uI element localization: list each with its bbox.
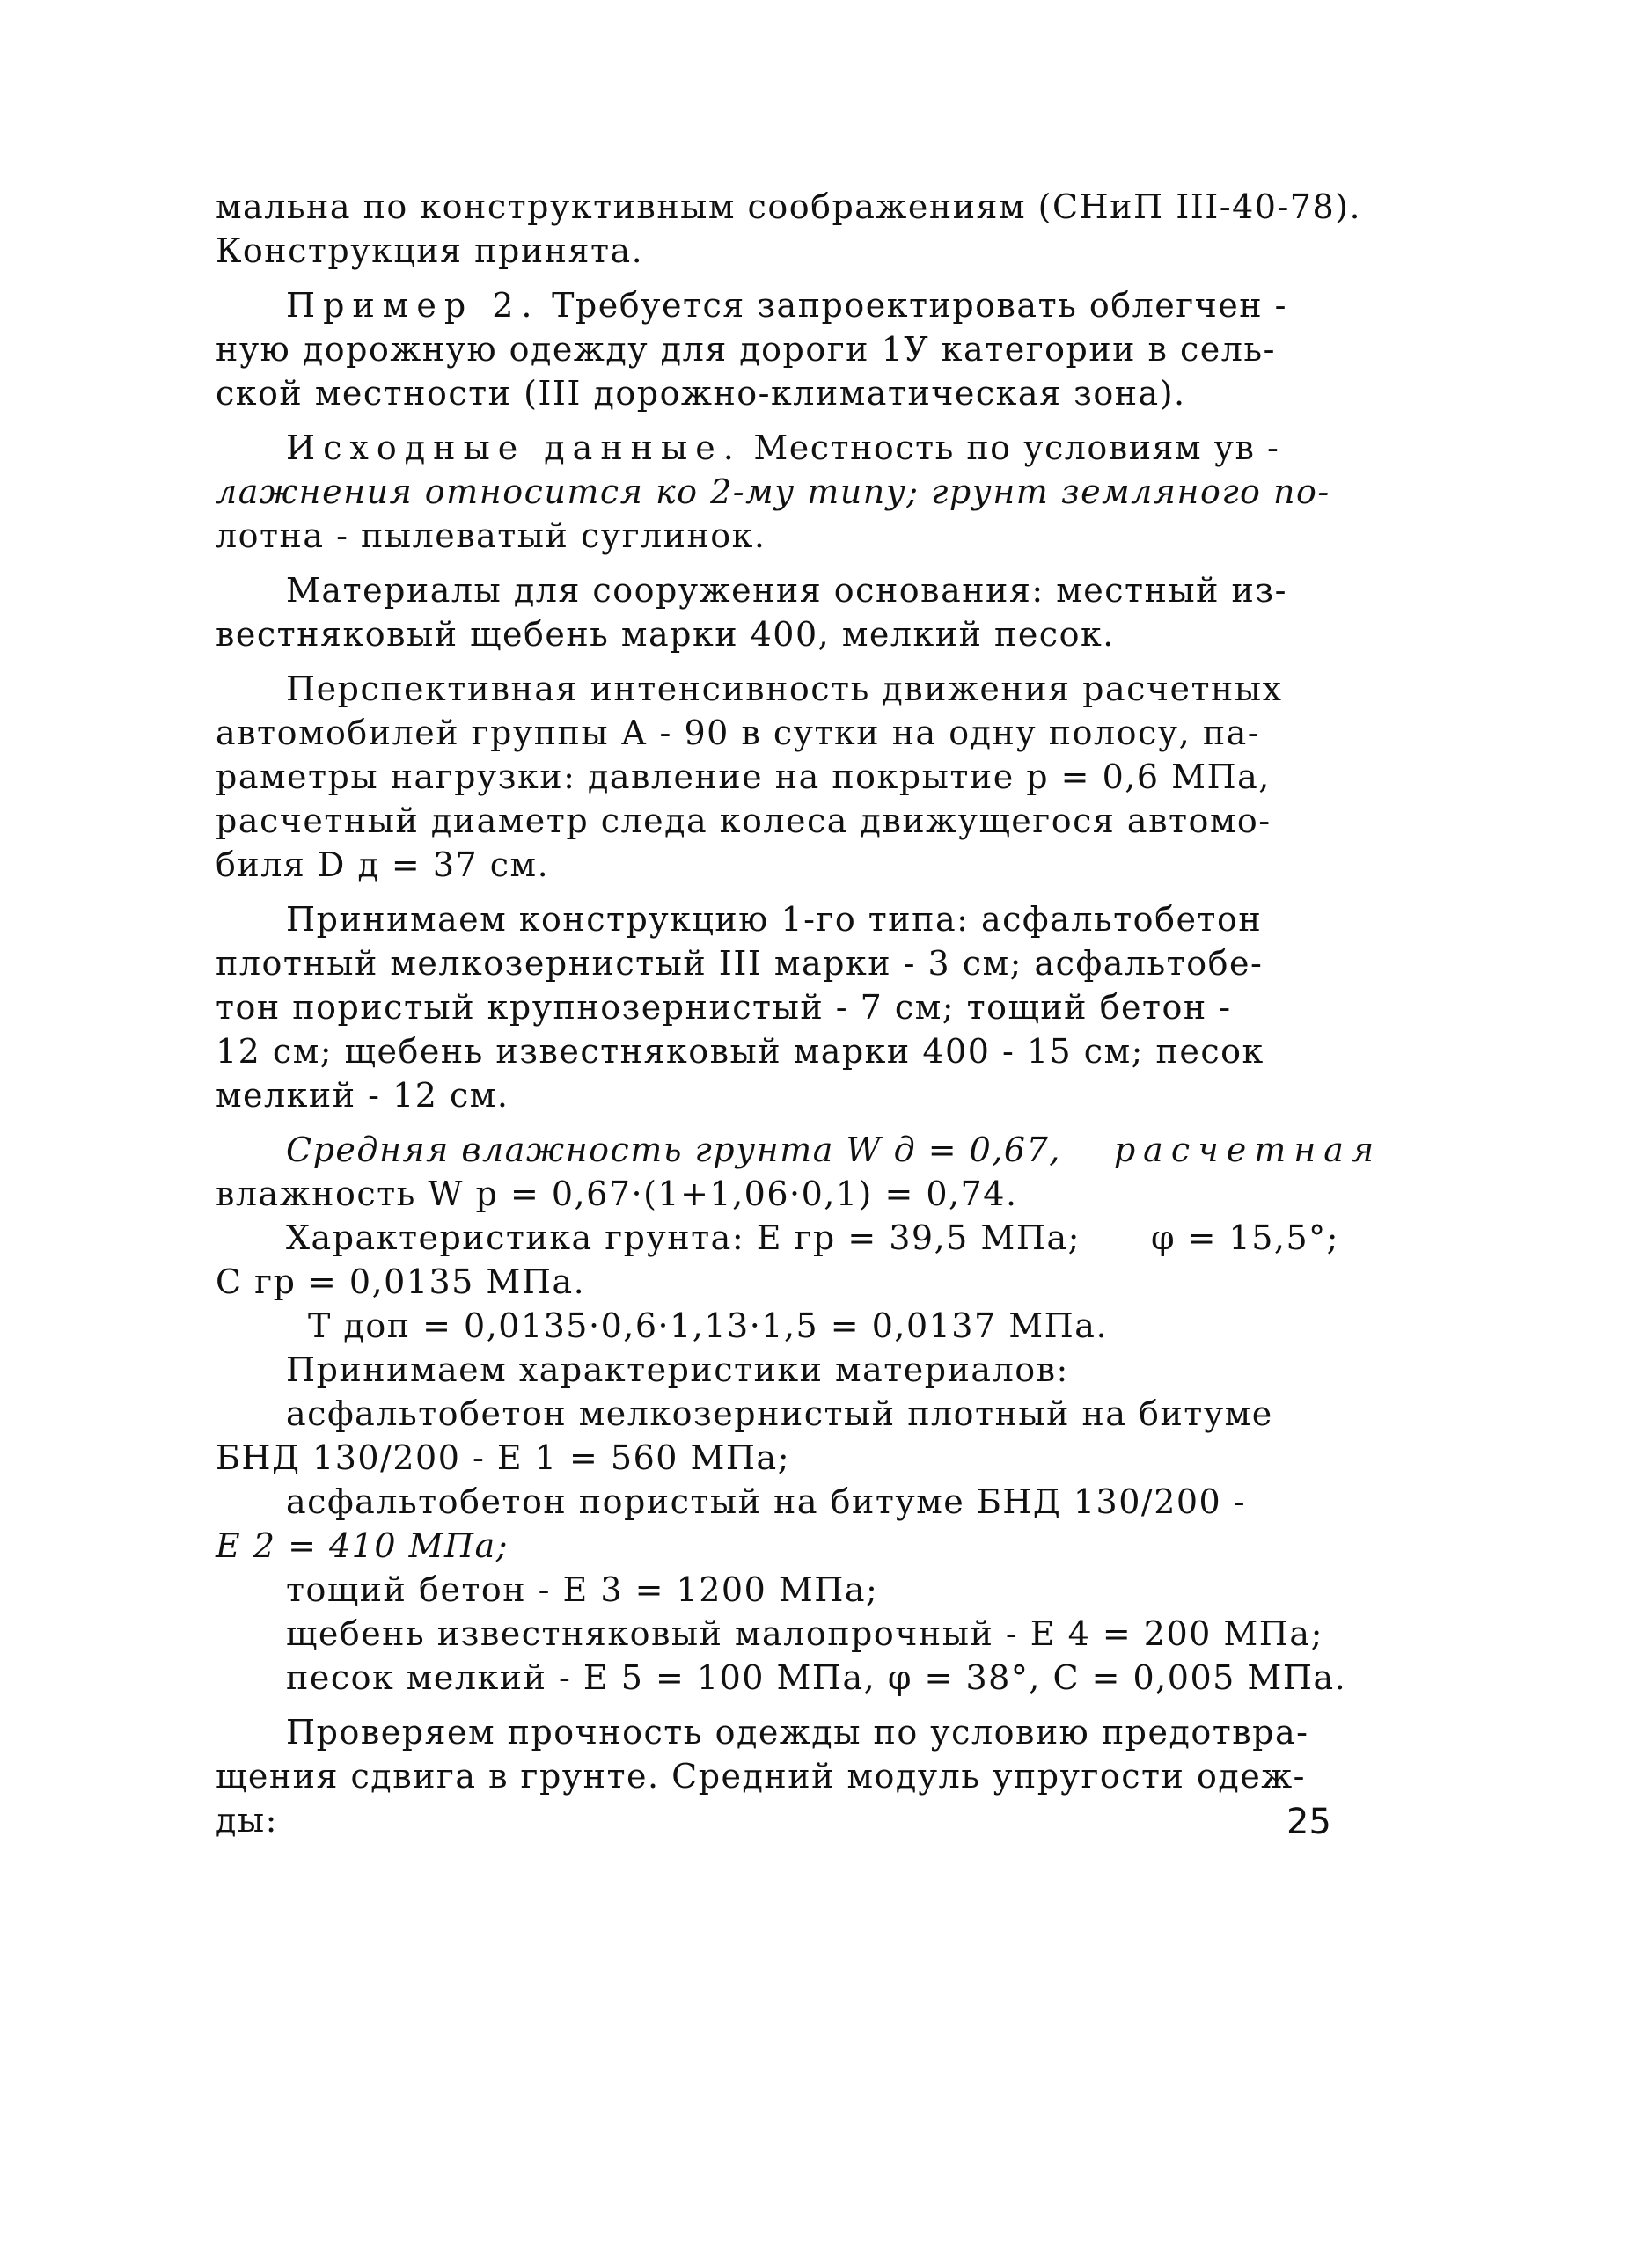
- text-fragment: Средняя влажность грунта W д = 0,67,: [286, 1130, 1061, 1169]
- text-line: мелкий - 12 см.: [216, 1076, 509, 1115]
- text-line: раметры нагрузки: давление на покрытие р = 0,6 МПа,: [216, 757, 1271, 796]
- text-line: С гр = 0,0135 МПа.: [216, 1262, 586, 1301]
- text-line: ную дорожную одежду для дороги 1У категории в сель-: [216, 330, 1276, 369]
- text-line: вестняковый щебень марки 400, мелкий песок.: [216, 615, 1115, 654]
- text-line: Е 2 = 410 МПа;: [216, 1526, 509, 1565]
- text-line: щебень известняковый малопрочный - Е 4 = 200 МПа;: [286, 1614, 1323, 1653]
- text-line: ской местности (III дорожно-климатическая зона).: [216, 374, 1186, 413]
- example-heading-line: [216, 283, 1359, 327]
- text-line: тон пористый крупнозернистый - 7 см; тощий бетон -: [216, 988, 1232, 1027]
- text-line: плотный мелкозернистый III марки - 3 см; асфальтобе-: [216, 944, 1264, 983]
- text-line: расчетный диаметр следа колеса движущегося автомо-: [216, 801, 1272, 840]
- text-line: песок мелкий - Е 5 = 100 МПа, φ = 38°, С = 0,005 МПа.: [286, 1658, 1347, 1697]
- text-line: [216, 1128, 1382, 1172]
- section-heading-line: [216, 426, 1359, 470]
- text-line: 12 см; щебень известняковый марки 400 - 15 см; песок: [216, 1032, 1264, 1071]
- text-fragment: φ = 15,5°;: [1150, 1218, 1339, 1257]
- text-line: лажнения относится ко 2-му типу; грунт земляного по-: [216, 472, 1330, 511]
- text-line: щения сдвига в грунте. Средний модуль упругости одеж-: [216, 1757, 1307, 1796]
- page-body: [216, 185, 1382, 1842]
- text-fragment: расчетная: [1113, 1130, 1382, 1169]
- text-line: тощий бетон - Е 3 = 1200 МПа;: [286, 1570, 879, 1609]
- text-line: мальна по конструктивным соображениям (СНиП III-40-78).: [216, 187, 1362, 226]
- text-line: биля D д = 37 см.: [216, 845, 550, 884]
- text-line: асфальтобетон мелкозернистый плотный на битуме: [286, 1394, 1273, 1433]
- text-fragment: Местность по условиям ув -: [741, 428, 1280, 467]
- text-line: Проверяем прочность одежды по условию предотвра-: [286, 1713, 1309, 1752]
- text-line: ды:: [216, 1801, 278, 1840]
- text-fragment: Требуется запроектировать облегчен -: [539, 286, 1288, 325]
- text-line: лотна - пылеватый суглинок.: [216, 516, 766, 555]
- text-line: Принимаем характеристики материалов:: [286, 1350, 1069, 1389]
- page-number: 25: [1286, 1802, 1331, 1842]
- text-line: Перспективная интенсивность движения расчетных: [286, 669, 1283, 708]
- source-data-label: Исходные данные.: [286, 428, 742, 467]
- text-line: Материалы для сооружения основания: местный из-: [286, 571, 1287, 610]
- example-label: Пример 2.: [286, 286, 540, 325]
- text-line: Конструкция принята.: [216, 231, 644, 270]
- text-line: автомобилей группы А - 90 в сутки на одну полосу, па-: [216, 713, 1261, 752]
- text-line: [216, 1216, 1359, 1260]
- text-line: влажность W р = 0,67·(1+1,06·0,1) = 0,74.: [216, 1174, 1018, 1213]
- text-line: Принимаем конструкцию 1-го типа: асфальтобетон: [286, 900, 1263, 939]
- text-fragment: Характеристика грунта: Е гр = 39,5 МПа;: [286, 1218, 1081, 1257]
- text-line: асфальтобетон пористый на битуме БНД 130/200 -: [286, 1482, 1247, 1521]
- text-line: БНД 130/200 - Е 1 = 560 МПа;: [216, 1438, 791, 1477]
- formula-line: Т доп = 0,0135·0,6·1,13·1,5 = 0,0137 МПа.: [308, 1306, 1109, 1345]
